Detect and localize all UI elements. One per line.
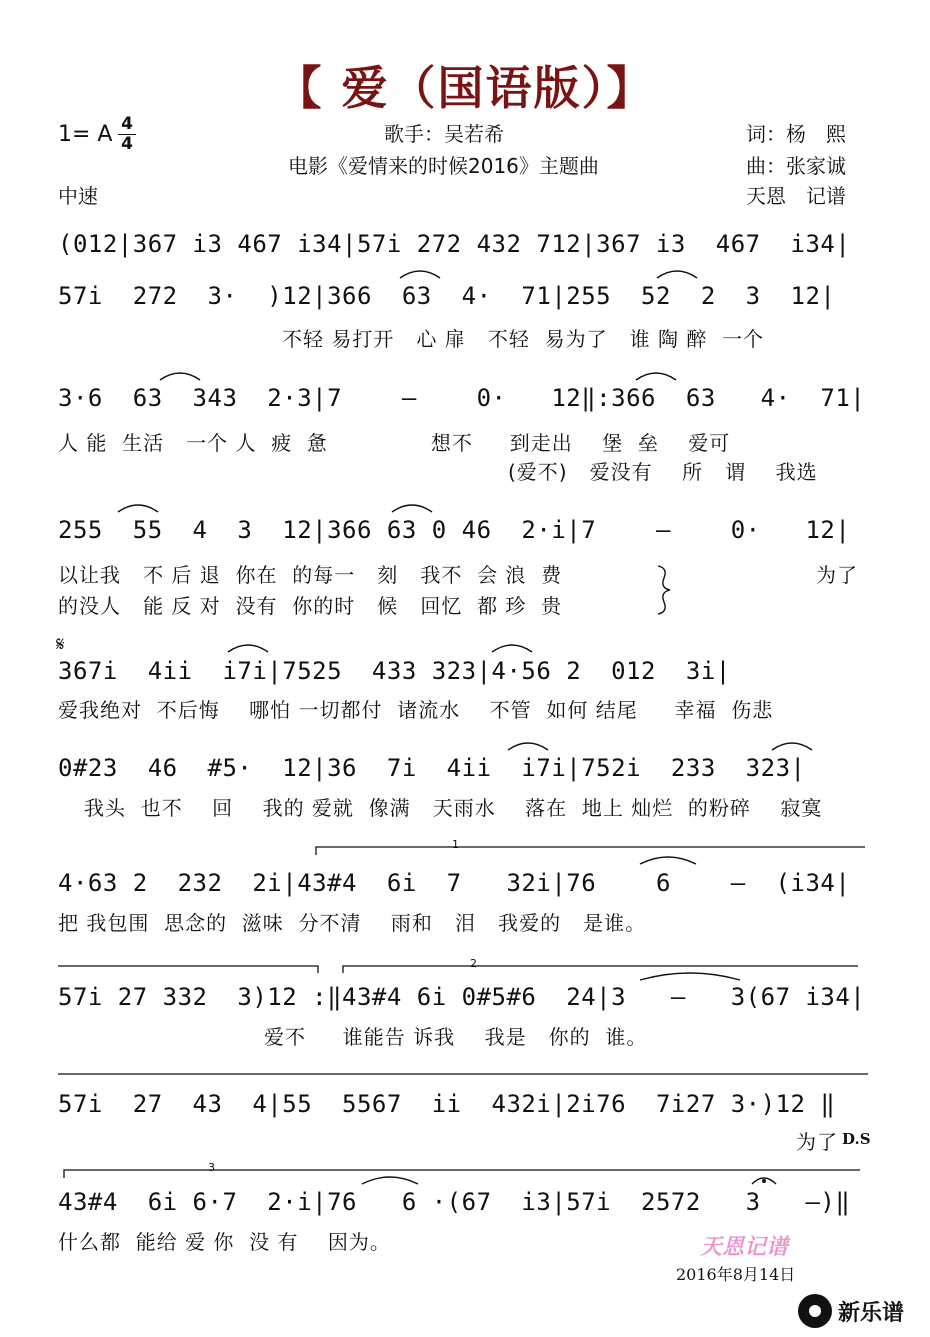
score-row-5-lyrics: 爱我绝对 不后悔 哪怕 一切都付 诸流水 不管 如何 结尾 幸福 伤悲 — [58, 698, 774, 722]
fermata-dot — [762, 1179, 766, 1183]
score-row-7-notes: 4·63 2 232 2i|43#4 6i 7 32i|76 6 – (i34| — [58, 869, 851, 897]
singer-credit: 歌手：吴若希 — [384, 122, 504, 146]
tie — [508, 743, 548, 750]
tie — [392, 505, 432, 512]
score-row-4-lyrics-verse-1: 以让我 不 后 退 你在 的每一 刻 我不 会 浪 费 — [58, 563, 563, 587]
score-row-9-lyrics: 为了 — [796, 1130, 838, 1154]
score-row-1-notes: (012|367 i3 467 i34|57i 272 432 712|367 i3 467 i34| — [58, 230, 851, 258]
score-row-10-notes: 43#4 6i 6·7 2·i|76 6 ·(67 i3|57i 2572 3 –)‖ — [58, 1188, 851, 1216]
brand-logo-text: 新乐谱 — [838, 1301, 905, 1326]
score-row-2-notes: 57i 272 3· )12|366 63 4· 71|255 52 2 3 12| — [58, 282, 836, 310]
score-row-10-lyrics: 什么都 能给 爱 你 没 有 因为。 — [58, 1230, 391, 1254]
score-row-8-notes: 57i 27 332 3)12 :‖43#4 6i 0#5#6 24|3 – 3(67 i34| — [58, 983, 866, 1011]
composer-credit: 曲：张家诚 — [746, 154, 846, 178]
score-row-4-lyrics-verse-2: 的没人 能 反 对 没有 你的时 候 回忆 都 珍 贵 — [58, 594, 563, 618]
tie — [640, 973, 740, 980]
disc-icon — [798, 1294, 832, 1328]
tempo-marking: 中速 — [58, 184, 98, 208]
volta-1-bracket-end — [58, 966, 318, 973]
time-signature-bottom: 4 — [121, 134, 133, 154]
date-stamp: 2016年8月14日 — [676, 1265, 796, 1284]
tie — [636, 373, 676, 380]
volta-1-label: 1 — [452, 838, 459, 851]
lyric-brace — [658, 566, 670, 614]
tie — [772, 743, 812, 750]
page-title: 【 爱（国语版）】 — [275, 61, 655, 115]
tie — [228, 645, 268, 652]
triplet-label: 3 — [208, 1161, 215, 1174]
ds-mark: D.S — [842, 1130, 871, 1148]
tie — [160, 373, 200, 380]
score-row-9-notes: 57i 27 43 4|55 5567 ii 432i|2i76 7i27 3·)12 ‖ — [58, 1090, 836, 1118]
score-row-3-notes: 3·6 63 343 2·3|7 – 0· 12‖:366 63 4· 71| — [58, 384, 866, 412]
score-row-6-notes: 0#23 46 #5· 12|36 7i 4ii i7i|752i 233 323| — [58, 754, 806, 782]
score-row-8-lyrics: 爱不 谁能告 诉我 我是 你的 谁。 — [264, 1025, 648, 1049]
tie — [640, 857, 696, 864]
score-row-5-notes: 367i 4ii i7i|7525 433 323|4·56 2 012 3i| — [58, 657, 731, 685]
segno-sign: 𝄋 — [56, 632, 65, 656]
lyricist-credit: 词：杨 熙 — [746, 122, 846, 146]
key-signature: 1= A — [58, 122, 113, 147]
time-signature-top: 4 — [121, 114, 133, 134]
signature-stamp: 天恩记谱 — [700, 1235, 789, 1260]
score-row-6-lyrics: 我头 也不 回 我的 爱就 像满 天雨水 落在 地上 灿烂 的粉碎 寂寞 — [84, 796, 823, 820]
volta-2-bracket — [343, 966, 858, 973]
tie — [118, 505, 158, 512]
tie — [657, 271, 697, 278]
triplet-bracket — [64, 1170, 860, 1178]
volta-1-bracket — [316, 847, 865, 855]
tie — [362, 1177, 418, 1184]
volta-2-label: 2 — [470, 957, 477, 970]
score-row-3-lyrics-verse-2: (爱不) 爱没有 所 谓 我选 — [508, 460, 818, 484]
tie — [400, 271, 440, 278]
score-row-3-lyrics-verse-1: 人 能 生活 一个 人 疲 惫 想不 到走出 堡 垒 爱可 — [58, 431, 731, 455]
score-row-2-lyrics: 不轻 易打开 心 扉 不轻 易为了 谁 陶 醉 一个 — [282, 327, 765, 351]
tie — [492, 645, 532, 652]
film-credit: 电影《爱情来的时候2016》主题曲 — [288, 154, 599, 178]
transcriber-credit: 天恩 记谱 — [746, 184, 846, 208]
score-row-4-lyrics-end: 为了 — [816, 563, 858, 587]
score-row-7-lyrics: 把 我包围 思念的 滋味 分不清 雨和 泪 我爱的 是谁。 — [58, 911, 647, 935]
score-row-4-notes: 255 55 4 3 12|366 63 0 46 2·i|7 – 0· 12| — [58, 516, 851, 544]
